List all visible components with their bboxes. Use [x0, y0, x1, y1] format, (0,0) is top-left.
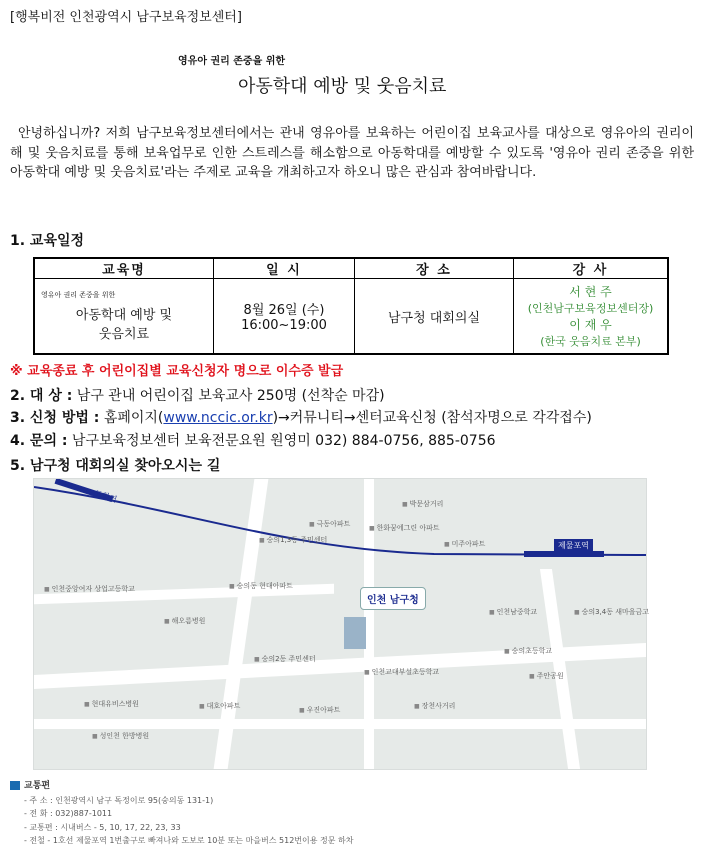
office-building-icon [344, 617, 366, 649]
map-label: ■ 한화꿈에그린 아파트 [369, 523, 440, 533]
lecturer2: 이 재 우 [569, 318, 612, 332]
lecturer1: 서 현 주 [569, 285, 612, 299]
page-title: 아동학대 예방 및 웃음치료 [238, 76, 447, 97]
intro-paragraph: 안녕하십니까? 저희 남구보육정보센터에서는 관내 영유아를 보육하는 어린이집 보육교사를 대상으로 영유아의 권리이해 및 웃음치료를 통해 보육업무로 인한 스트레스를 해소함으로 아동학대를 예방할 수 있도록 '영유아 권리 존중을 위한 아동학대 예방 및 웃음치료'라는 주제로 교육을 개최하고자 하오니 많은 관심과 참여바랍니다. [10, 126, 694, 180]
map-label: ■ 성인천 한방병원 [92, 731, 149, 741]
map-label: ■ 장천사거리 [414, 701, 455, 711]
subtitle: 영유아 권리 존중을 위한 [178, 56, 286, 67]
apply-post: )→커뮤니티→센터교육신청 (참석자명으로 각각접수) [272, 410, 592, 426]
schedule-table [33, 257, 669, 355]
map-label: ■ 인천중앙여자 상업고등학교 [44, 584, 135, 594]
map-label: ■ 극동아파트 [309, 519, 350, 529]
certificate-notice: ※ 교육종료 후 어린이집별 교육신청자 명으로 이수증 발급 [10, 364, 344, 379]
cell-lecturer [514, 279, 669, 355]
map-label: ■ 인천남중학교 [489, 607, 537, 617]
section-directions: 5. 남구청 대회의실 찾아오시는 길 [10, 458, 221, 474]
contact-label: 4. 문의 : [10, 433, 68, 449]
name-line2: 웃음치료 [98, 327, 150, 342]
transit-info [10, 780, 353, 848]
name-small: 영유아 권리 존중을 위한 [41, 291, 116, 299]
contact-line [10, 430, 496, 450]
apply-label: 3. 신청 방법 : [10, 410, 100, 426]
target-text: 남구 관내 어린이집 보육교사 250명 (선착순 마감) [72, 388, 385, 404]
station-label: 제물포역 [554, 539, 593, 552]
transit-line: - 교통편 : 시내버스 - 5, 10, 17, 22, 23, 33 [24, 822, 181, 832]
line-label: 도화역 [93, 488, 119, 505]
map-label: ■ 해오름병원 [164, 616, 205, 626]
map-label: ■ 주안공원 [529, 671, 564, 681]
header: [행복비전 인천광역시 남구보육정보센터] [10, 10, 242, 25]
transit-line: - 주 소 : 인천광역시 남구 독정이로 95(숭의동 131-1) [24, 795, 214, 805]
map-label: ■ 인천교대부설초등학교 [364, 667, 439, 677]
map-label: ■ 박문삼거리 [402, 499, 443, 509]
homepage-link[interactable]: www.nccic.or.kr [163, 410, 273, 426]
date: 8월 26일 (수) [243, 303, 325, 318]
map-label: ■ 숭의초등학교 [504, 646, 552, 656]
section-schedule: 1. 교육일정 [10, 233, 85, 249]
transit-title [10, 780, 353, 794]
arrow-icon [10, 781, 20, 790]
name-line1: 아동학대 예방 및 [75, 308, 173, 323]
apply-pre: 홈페이지( [99, 410, 164, 426]
location-map [33, 478, 650, 770]
cell-name [34, 279, 214, 355]
map-label: ■ 숭의3,4동 새마을금고 [574, 607, 649, 617]
lecturer2-org: (한국 웃음치료 본부) [540, 335, 641, 348]
map-label: ■ 대호아파트 [199, 701, 240, 711]
time: 16:00~19:00 [241, 318, 327, 333]
map-label: ■ 숭의2동 주민센터 [254, 654, 316, 664]
map-label: ■ 숭의1,3동 주민센터 [259, 535, 327, 545]
lecturer1-org: (인천남구보육정보센터장) [527, 302, 654, 315]
map-label: ■ 미주아파트 [444, 539, 485, 549]
transit-line: - 전 화 : 032)887-1011 [24, 809, 113, 818]
transit-title-text: 교통편 [24, 781, 51, 791]
cell-place: 남구청 대회의실 [355, 279, 514, 355]
target-label: 2. 대 상 : [10, 388, 73, 404]
office-label: 인천 남구청 [360, 587, 426, 610]
map-label: ■ 우진아파트 [299, 705, 340, 715]
contact-text: 남구보육정보센터 보육전문요원 원영미 032) 884-0756, 885-0756 [67, 433, 496, 449]
header-name: 교육명 [34, 258, 214, 279]
target-line [10, 385, 385, 405]
transit-line: - 전철 - 1호선 제물포역 1번출구로 빠져나와 도보로 10분 또는 마을버스 512번이용 정문 하차 [24, 836, 354, 845]
header-date: 일 시 [214, 258, 355, 279]
header-place: 장 소 [355, 258, 514, 279]
cell-date [214, 279, 355, 355]
apply-line [10, 407, 592, 427]
map-label: ■ 숭의동 현대아파트 [229, 581, 293, 591]
map-label: ■ 현대유비스병원 [84, 699, 139, 709]
header-lecturer: 강 사 [514, 258, 669, 279]
